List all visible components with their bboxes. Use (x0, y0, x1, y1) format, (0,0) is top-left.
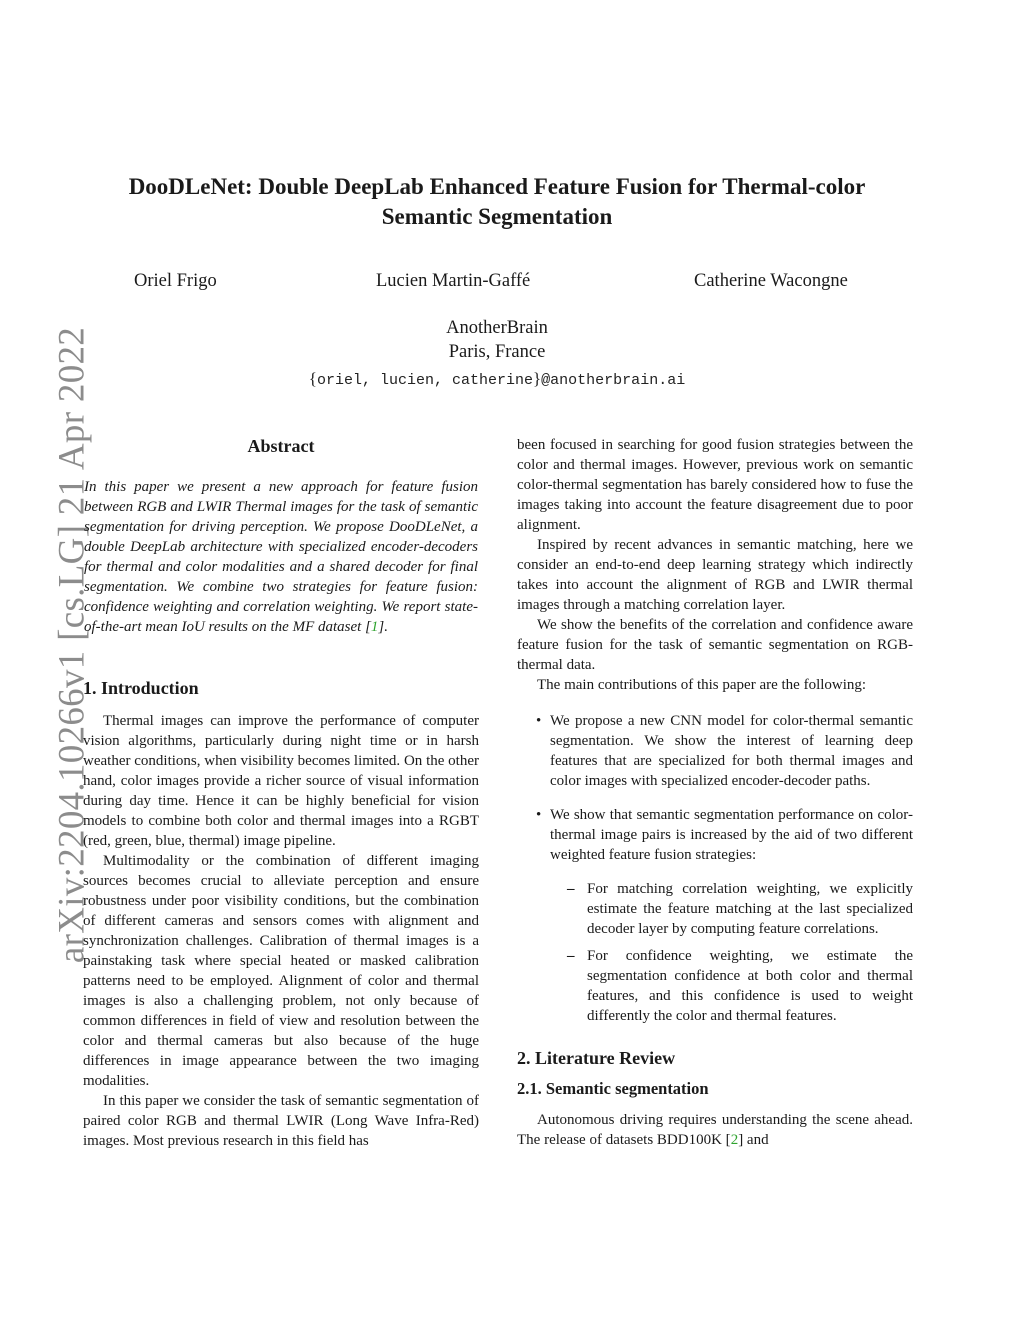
email-brace-close: } (533, 369, 542, 388)
left-column (83, 436, 479, 1151)
intro-paragraph-2: Multimodality or the combination of different imaging sources becomes crucial to alleviate perception and ensure robustness under poor visibility conditions, but the combination of different cameras and sensors comes with alignment and synchronization challenges. Calibration of thermal images is a painstaking task where special heated or masked calibration patterns need to be employed. Alignment of color and thermal images is also a challenging problem, not only because of common differences in field of view and resolution between the color and thermal cameras but also because of the huge differences in image appearance between the two imaging modalities. (83, 853, 479, 1089)
author-emails (80, 369, 914, 389)
fusion-strategy-list (517, 879, 913, 1026)
citation-link[interactable]: 1 (370, 619, 379, 635)
intro-paragraph-3: In this paper we consider the task of semantic segmentation of paired color RGB and thermal LWIR (Long Wave Infra-Red) images. Most previous research in this field has (83, 1093, 479, 1149)
contribution-1: We propose a new CNN model for color-thermal semantic segmentation. We show the interest of learning deep features that are specialized for both thermal images and color images with specialized encoder-decoder paths. (550, 713, 913, 789)
list-item (517, 805, 913, 865)
literature-tail: ] and (738, 1132, 769, 1148)
affiliation-place: Paris, France (448, 342, 546, 362)
email-brace-open: { (308, 369, 317, 388)
author-2: Lucien Martin-Gaffé (376, 271, 531, 291)
intro-paragraph-4: Inspired by recent advances in semantic matching, here we consider an end-to-end deep learning strategy which indirectly takes into account the alignment of RGB and LWIR thermal images through a matching correlation layer. (517, 537, 913, 613)
abstract-heading: Abstract (247, 436, 315, 456)
literature-paragraph-1 (517, 1110, 913, 1150)
author-1: Oriel Frigo (134, 271, 217, 291)
email-names: oriel, lucien, catherine (316, 372, 533, 389)
contribution-2: We show that semantic segmentation performance on color-thermal image pairs is increased by the aid of two different weighted feature fusion strategies: (550, 807, 913, 863)
introduction-heading: 1. Introduction (83, 678, 199, 698)
list-item (517, 879, 913, 939)
semantic-segmentation-heading: 2.1. Semantic segmentation (517, 1079, 709, 1098)
affiliation-org: AnotherBrain (446, 318, 548, 338)
abstract-body: In this paper we present a new approach for feature fusion between RGB and LWIR Thermal images for the task of semantic segmentation for driving perception. We propose DooDLeNet, a double DeepLab architecture with specialized encoder-decoders for thermal and color modalities and a shared decoder for final segmentation. We combine two strategies for feature fusion: confidence weighting and correlation weighting. We report state-of-the-art mean IoU results on the MF dataset [ (84, 479, 478, 635)
title-line-1: DooDLeNet: Double DeepLab Enhanced Feature Fusion for Thermal-color (128, 174, 866, 199)
intro-paragraph-1: Thermal images can improve the performance of computer vision algorithms, particularly during night time or in harsh weather conditions, when visibility becomes limited. On the other hand, color images provide a richer source of visual information during day time. Hence it can be highly beneficial for vision models to combine both color and thermal images into a RGBT (red, green, blue, thermal) image pipeline. (83, 713, 479, 849)
bullet-mark: • (536, 807, 542, 823)
contributions-list (517, 711, 913, 865)
intro-paragraph-6: The main contributions of this paper are the following: (537, 677, 867, 693)
citation-link[interactable]: 2 (730, 1132, 739, 1148)
literature-body: Autonomous driving requires understanding the scene ahead. The release of datasets BDD100K [ (517, 1112, 913, 1148)
strategy-correlation: For matching correlation weighting, we explicitly estimate the feature matching at the last specialized decoder layer by computing feature correlations. (587, 881, 913, 937)
title-line-2: Semantic Segmentation (381, 204, 613, 229)
abstract-text (83, 477, 479, 637)
paper-title (80, 172, 914, 232)
email-domain: @anotherbrain.ai (541, 372, 686, 389)
arxiv-identifier: arXiv:2204.10266v1 [cs.LG] 21 Apr 2022 (51, 326, 93, 964)
dash-mark: – (567, 948, 575, 964)
list-item (517, 946, 913, 1026)
intro-paragraph-5: We show the benefits of the correlation and confidence aware feature fusion for the task of semantic segmentation on RGB-thermal data. (517, 617, 913, 673)
literature-review-heading: 2. Literature Review (517, 1048, 676, 1068)
strategy-confidence: For confidence weighting, we estimate the segmentation confidence at both color and thermal features, and this confidence is used to weight differently the color and thermal features. (587, 948, 913, 1024)
dash-mark: – (567, 881, 575, 897)
author-3: Catherine Wacongne (694, 271, 848, 291)
list-item (517, 711, 913, 791)
bullet-mark: • (536, 713, 542, 729)
intro-paragraph-3-continued: been focused in searching for good fusion strategies between the color and thermal images. However, previous work on semantic color-thermal segmentation has barely considered how to fuse the images taking into account the feature disagreement due to poor alignment. (517, 437, 913, 533)
abstract-tail: ]. (378, 619, 388, 635)
right-column (517, 435, 913, 1150)
